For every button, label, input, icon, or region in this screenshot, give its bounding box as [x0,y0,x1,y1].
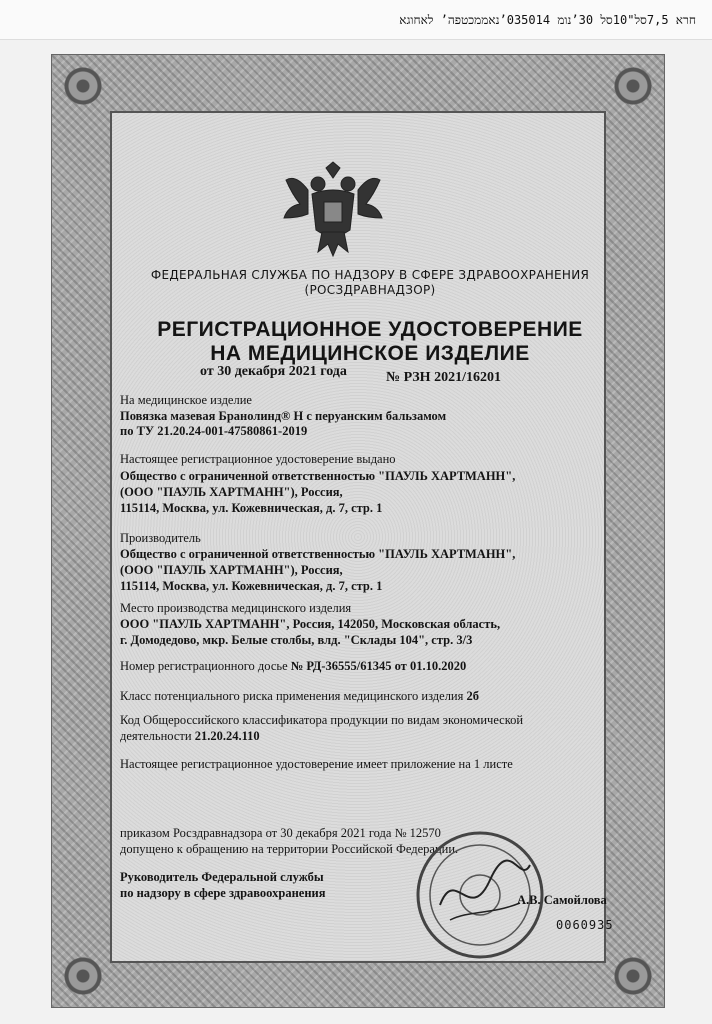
dossier-value: № РД-36555/61345 от 01.10.2020 [290,659,467,673]
order-line: приказом Росздравнадзора от 30 декабря 2021 года № 12570 [120,826,441,840]
admission-line: допущено к обращению на территории Российской Федерации. [120,842,459,856]
ornament-corner [54,57,112,115]
certificate-title: РЕГИСТРАЦИОННОЕ УДОСТОВЕРЕНИЕ [157,318,583,341]
production-line2: г. Домодедово, мкр. Белые столбы, влд. "Склады 104", стр. 3/3 [120,633,473,647]
manufacturer-company: Общество с ограниченной ответственностью "ПАУЛЬ ХАРТМАНН", [120,547,516,561]
appendix-note: Настоящее регистрационное удостоверение имеет приложение на 1 листе [120,757,513,771]
issued-to-company: Общество с ограниченной ответственностью "ПАУЛЬ ХАРТМАНН", [120,469,516,483]
risk-class [120,689,479,704]
okp-value: 21.20.24.110 [194,729,260,743]
dossier-label: Номер регистрационного досье [120,659,288,673]
head-title-line2: по надзору в сфере здравоохранения [120,886,326,900]
agency-name: ФЕДЕРАЛЬНАЯ СЛУЖБА ПО НАДЗОРУ В СФЕРЕ ЗДРАВООХРАНЕНИЯ [150,268,590,282]
ornament-corner [604,947,662,1005]
device-name: Повязка мазевая Бранолинд® Н с перуанским бальзамом [120,409,447,423]
dossier [120,659,466,674]
issued-to-address: 115114, Москва, ул. Кожевническая, д. 7, стр. 1 [120,501,383,515]
agency-short-name: (РОСЗДРАВНАДЗОР) [304,283,436,297]
head-title-line1: Руководитель Федеральной службы [120,870,324,884]
device-spec: по ТУ 21.20.24-001-47580861-2019 [120,424,308,438]
head-name: А.В. Самойлова [517,893,607,907]
manufacturer-address: 115114, Москва, ул. Кожевническая, д. 7, стр. 1 [120,579,383,593]
registration-number: № РЗН 2021/16201 [386,370,501,385]
double-headed-eagle-emblem-icon [278,160,388,260]
fax-header: חרא 7,5סל"10סל 30’נומ 035014’נאממכטפה’ לאחוגא [0,0,712,40]
issue-date: от 30 декабря 2021 года [200,364,347,379]
issued-to-label: Настоящее регистрационное удостоверение выдано [120,452,396,466]
serial-number: 0060935 [556,918,614,932]
ornament-corner [604,57,662,115]
risk-value: 2б [466,689,479,703]
certificate-subtitle: НА МЕДИЦИНСКОЕ ИЗДЕЛИЕ [210,342,530,365]
okp-line1: Код Общероссийского классификатора продукции по видам экономической [120,713,524,727]
okp-line2 [120,729,260,744]
okp-label: деятельности [120,729,192,743]
production-line1: ООО "ПАУЛЬ ХАРТМАНН", Россия, 142050, Московская область, [120,617,501,631]
production-label: Место производства медицинского изделия [120,601,352,615]
risk-label: Класс потенциального риска применения медицинского изделия [120,689,464,703]
issued-to-short: (ООО "ПАУЛЬ ХАРТМАНН"), Россия, [120,485,343,499]
device-label: На медицинское изделие [120,393,252,407]
manufacturer-short: (ООО "ПАУЛЬ ХАРТМАНН"), Россия, [120,563,343,577]
manufacturer-label: Производитель [120,531,201,545]
ornament-corner [54,947,112,1005]
